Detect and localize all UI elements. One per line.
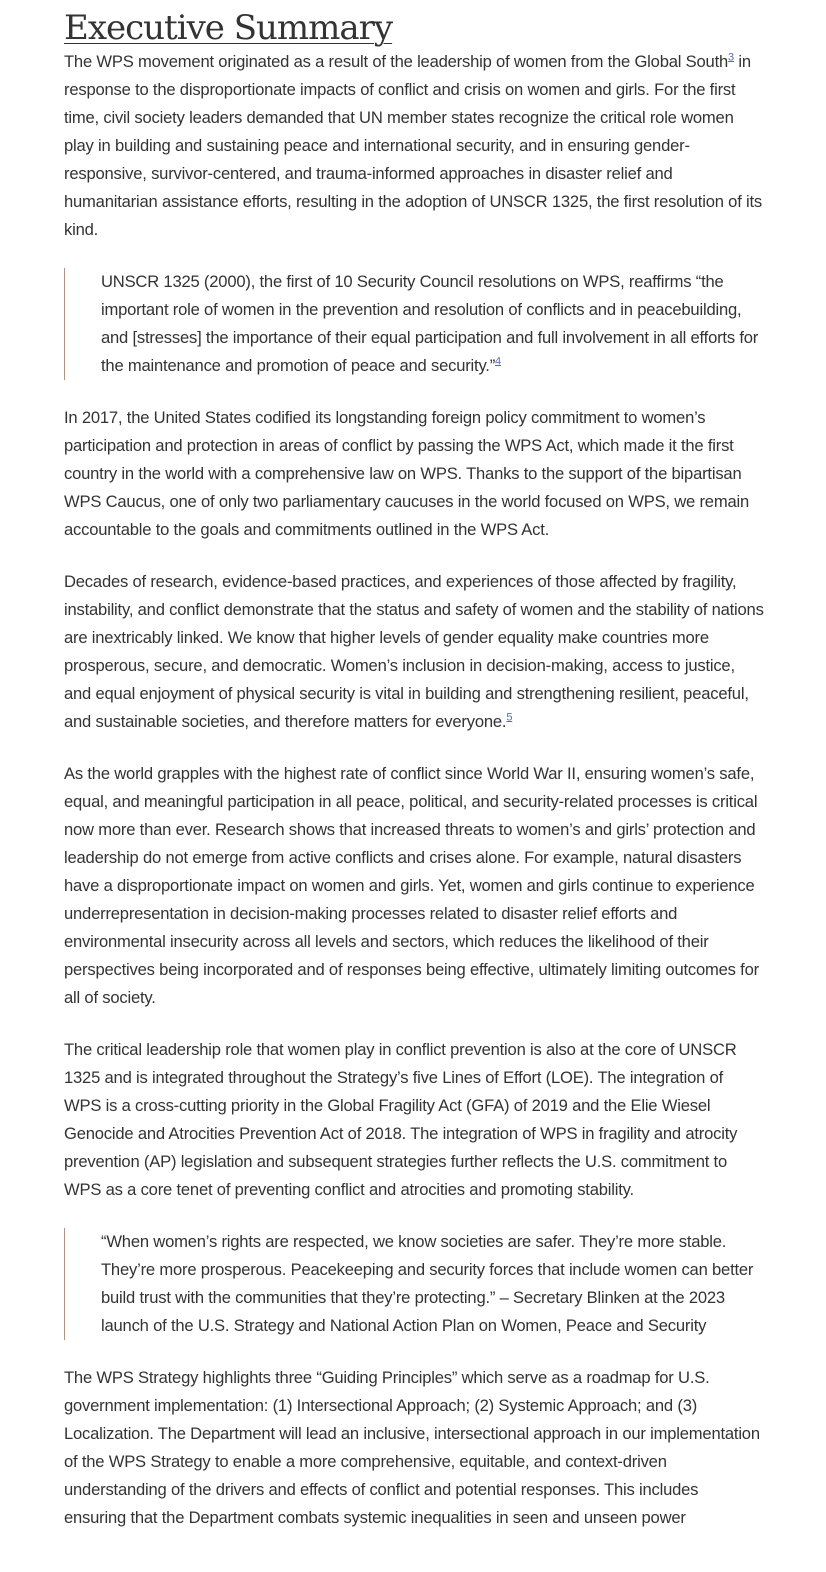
footnote-link-5[interactable]: 5 [506, 711, 513, 724]
paragraph-origins-text-a: The WPS movement originated as a result of the leadership of women from the Global South [64, 52, 729, 71]
blockquote-blinken-text: “When women’s rights are respected, we know societies are safer. They’re more stable. They’re more prosperous. Peacekeeping and security forces that include women can better build trust with the communities that they’re protecting.” – Secretary Blinken at the 2023 launch of the U.S. Strategy and National Action Plan on Women, Peace and Security [101, 1232, 754, 1335]
paragraph-conflict-prevention: The critical leadership role that women play in conflict prevention is also at the core of UNSCR 1325 and is integrated throughout the Strategy’s five Lines of Effort (LOE). The integration of WPS is a cross-cutting priority in the Global Fragility Act (GFA) of 2019 and the Elie Wiesel Genocide and Atrocities Prevention Act of 2018. The integration of WPS in fragility and atrocity prevention (AP) legislation and subsequent strategies further reflects the U.S. commitment to WPS as a core tenet of preventing conflict and atrocities and promoting stability. [64, 1040, 738, 1199]
paragraph-conflict-rate: As the world grapples with the highest rate of conflict since World War II, ensuring women’s safe, equal, and meaningful participation in all peace, political, and security-related processes is critical now more than ever. Research shows that increased threats to women’s and girls’ protection and leadership do not emerge from active conflicts and crises alone. For example, natural disasters have a disproportionate impact on women and girls. Yet, women and girls continue to experience underrepresentation in decision-making processes related to disaster relief efforts and environmental insecurity across all levels and sectors, which reduces the likelihood of their perspectives being incorporated and of responses being effective, ultimately limiting outcomes for all of society. [64, 764, 759, 1007]
paragraph-origins [64, 48, 764, 244]
blockquote-blinken [64, 1228, 764, 1340]
paragraph-wps-act: In 2017, the United States codified its longstanding foreign policy commitment to women’s participation and protection in areas of conflict by passing the WPS Act, which made it the first country in the world with a comprehensive law on WPS. Thanks to the support of the bipartisan WPS Caucus, one of only two parliamentary caucuses in the world focused on WPS, we remain accountable to the goals and commitments outlined in the WPS Act. [64, 408, 749, 539]
paragraph-guiding-principles: The WPS Strategy highlights three “Guiding Principles” which serve as a roadmap for U.S. government implementation: (1) Intersectional Approach; (2) Systemic Approach; and (3) Localization. The Department will lead an inclusive, intersectional approach in our implementation of the WPS Strategy to enable a more comprehensive, equitable, and context-driven understanding of the drivers and effects of conflict and potential responses. This includes ensuring that the Department combats systemic inequalities in seen and unseen power [64, 1368, 760, 1527]
footnote-link-3[interactable]: 3 [728, 51, 734, 64]
blockquote-unscr-1325-text [101, 268, 764, 380]
blockquote-unscr-1325 [64, 268, 764, 380]
paragraph-spacer [64, 544, 764, 568]
document-page [64, 0, 764, 1532]
paragraph-research-text: Decades of research, evidence-based practices, and experiences of those affected by fragility, instability, and conflict demonstrate that the status and safety of women and the stability of nations are inextricably linked. We know that higher levels of gender equality make countries more prosperous, secure, and democratic. Women’s inclusion in decision-making, access to justice, and equal enjoyment of physical security is vital in building and strengthening resilient, peaceful, and sustainable societies, and therefore matters for everyone. [64, 572, 764, 731]
paragraph-research [64, 568, 764, 736]
blockquote-unscr-1325-content: UNSCR 1325 (2000), the first of 10 Security Council resolutions on WPS, reaffirms “the important role of women in the prevention and resolution of conflicts and in peacebuilding, and [stresses] the importance of their equal participation and full involvement in all efforts for the maintenance and promotion of peace and security.” [101, 272, 759, 375]
paragraph-origins-text-b: in response to the disproportionate impacts of conflict and crisis on women and girls. For the first time, civil society leaders demanded that UN member states recognize the critical role women play in building and sustaining peace and international security, and in ensuring gender-responsive, survivor-centered, and trauma-informed approaches in disaster relief and humanitarian assistance efforts, resulting in the adoption of UNSCR 1325, the first resolution of its kind. [64, 52, 763, 239]
paragraph-spacer [64, 736, 764, 760]
paragraph-spacer [64, 1012, 764, 1036]
footnote-link-4[interactable]: 4 [495, 355, 501, 368]
page-title: Executive Summary [64, 8, 393, 48]
